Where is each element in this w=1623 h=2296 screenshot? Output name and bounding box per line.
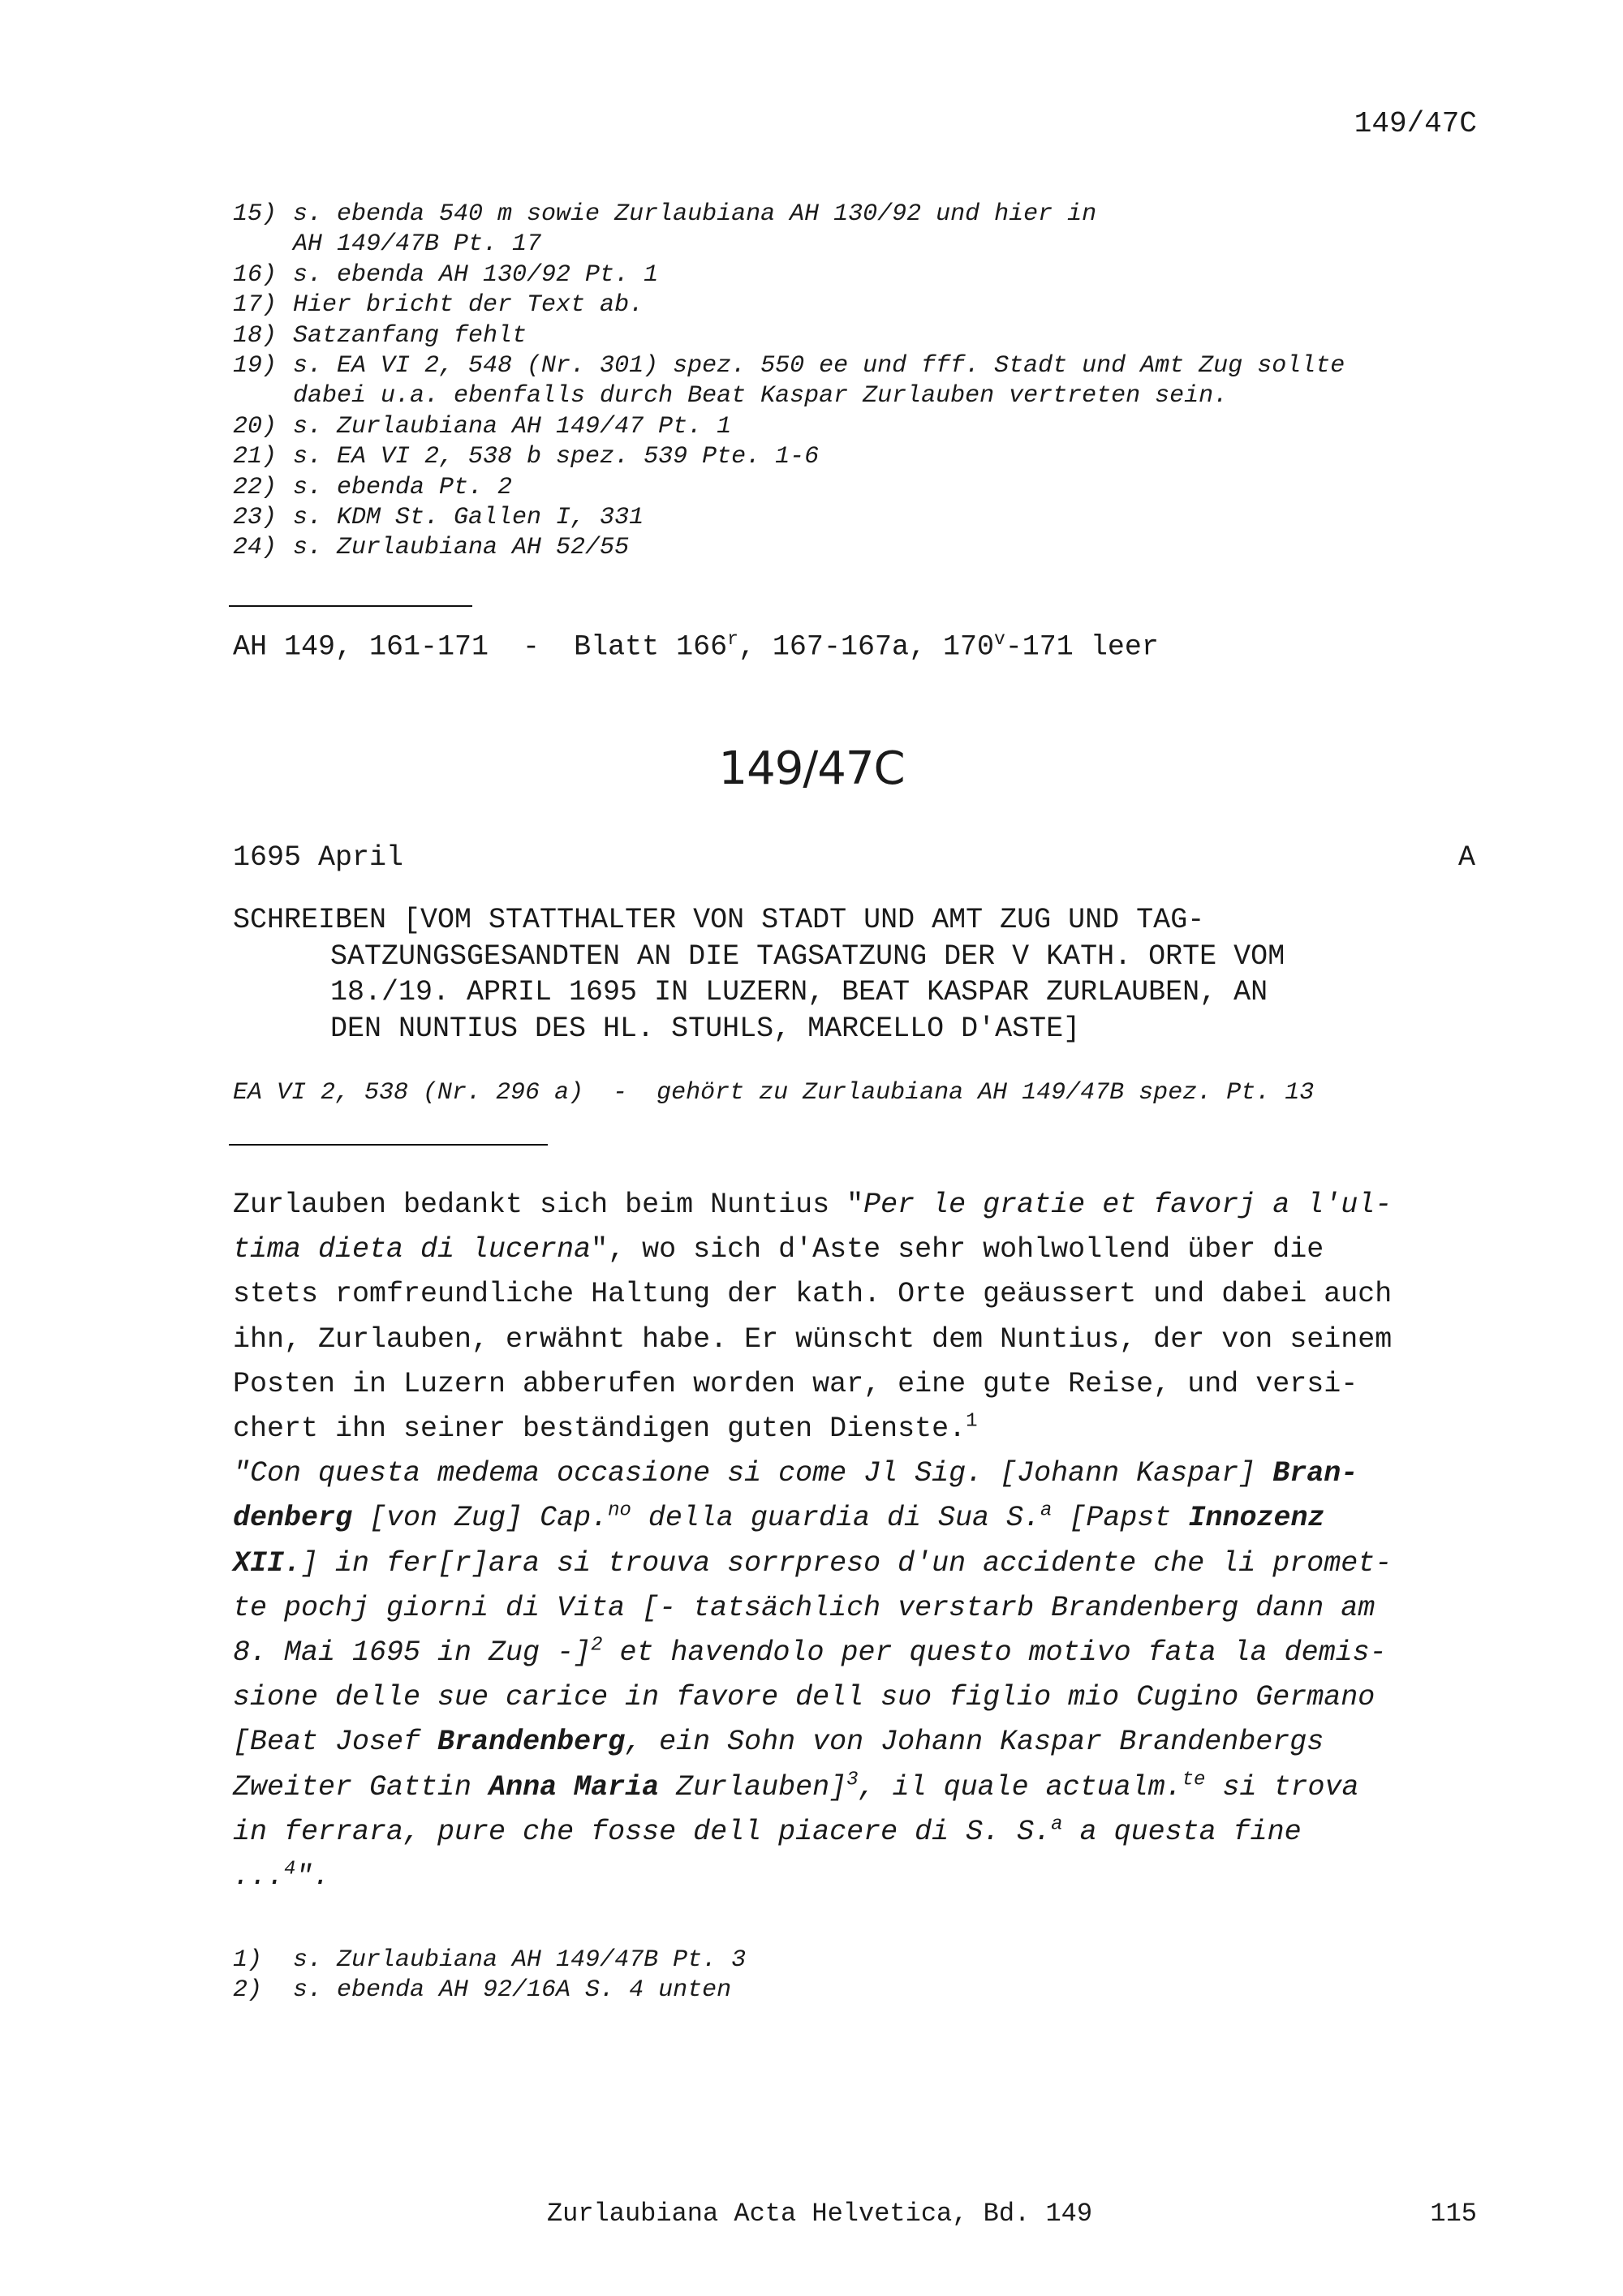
footnote bbox=[233, 533, 1499, 563]
footnote-line: s. Zurlaubiana AH 52/55 bbox=[293, 534, 630, 562]
footnote-ref: 3 bbox=[846, 1768, 859, 1791]
document-number-title: 149/47C bbox=[718, 742, 905, 795]
footnote-line: AH 149/47B Pt. 17 bbox=[293, 230, 542, 259]
body-line: XII.] in fer[r]ara si trouva sorrpreso d'un accidente che li promet- bbox=[233, 1546, 1393, 1580]
document-date: 1695 April bbox=[233, 841, 404, 874]
footnote-ref: 4 bbox=[284, 1858, 296, 1881]
body-line: denberg [von Zug] Cap.$^{no}$ della guardia di Sua S.$^a$ [Papst Innozenz bbox=[233, 1499, 1325, 1535]
footnote-number: 18) bbox=[233, 321, 278, 350]
body-line: in ferrara, pure che fosse dell piacere di S. S.$^a$ a questa fine bbox=[233, 1813, 1302, 1848]
document-heading bbox=[233, 902, 1483, 1047]
body-text bbox=[233, 1183, 1499, 1899]
footnote bbox=[233, 503, 1499, 533]
body-line: [Beat Josef Brandenberg, ein Sohn von Johann Kaspar Brandenbergs bbox=[233, 1726, 1324, 1759]
footnote-number: 22) bbox=[233, 473, 278, 501]
separator-rule bbox=[229, 1144, 548, 1146]
footnote-line: s. Zurlaubiana AH 149/47B Pt. 3 bbox=[293, 1946, 747, 1974]
footnotes-continued bbox=[233, 200, 1499, 564]
footnote-number: 24) bbox=[233, 534, 278, 562]
recto-mark: r bbox=[727, 629, 738, 650]
footnote-number: 2) bbox=[233, 1976, 263, 2005]
heading-line: SATZUNGSGESANDTEN AN DIE TAGSATZUNG DER V KATH. ORTE VOM bbox=[330, 939, 1285, 973]
footnote-line: s. EA VI 2, 538 b spez. 539 Pte. 1-6 bbox=[293, 443, 820, 471]
edition-reference: EA VI 2, 538 (Nr. 296 a) - gehört zu Zurlaubiana AH 149/47B spez. Pt. 13 bbox=[233, 1079, 1315, 1107]
footnote-line: s. KDM St. Gallen I, 331 bbox=[293, 504, 644, 532]
heading-line: DEN NUNTIUS DES HL. STUHLS, MARCELLO D'ASTE] bbox=[330, 1012, 1081, 1045]
footnote bbox=[233, 260, 1499, 290]
footnote-line: s. ebenda AH 92/16A S. 4 unten bbox=[293, 1976, 732, 2005]
footnote bbox=[233, 1976, 1499, 2006]
footnote-number: 15) bbox=[233, 200, 278, 228]
source-text: , 167-167a, 170 bbox=[738, 630, 994, 664]
verso-mark: v bbox=[993, 629, 1005, 650]
heading-line: SCHREIBEN [VOM STATTHALTER VON STADT UND AMT ZUG UND TAG- bbox=[233, 904, 1205, 936]
doc-number-header: 149/47C bbox=[1354, 107, 1477, 140]
footnote-line: s. EA VI 2, 548 (Nr. 301) spez. 550 ee und fff. Stadt und Amt Zug sollte bbox=[293, 352, 1345, 381]
name-bold: Anna Maria bbox=[489, 1770, 660, 1804]
footnote-line: s. ebenda Pt. 2 bbox=[293, 473, 513, 501]
footnote bbox=[233, 290, 1499, 320]
footnote-number: 1) bbox=[233, 1946, 263, 1974]
body-line: tima dieta di lucerna", wo sich d'Aste sehr wohlwollend über die bbox=[233, 1233, 1324, 1266]
body-line: ihn, Zurlauben, erwähnt habe. Er wünscht dem Nuntius, der von seinem bbox=[233, 1322, 1393, 1356]
body-line: Zweiter Gattin Anna Maria Zurlauben]$^3$, il quale actualm.$^{te}$ si trova bbox=[233, 1768, 1359, 1804]
name-bold: Innozenz bbox=[1188, 1502, 1325, 1535]
source-text: -171 leer bbox=[1005, 630, 1159, 664]
footnote bbox=[233, 412, 1499, 442]
body-line: te pochj giorni di Vita [- tatsächlich verstarb Brandenberg dann am bbox=[233, 1591, 1375, 1624]
footnotes bbox=[233, 1946, 1499, 2006]
footnote bbox=[233, 442, 1499, 472]
name-bold: XII. bbox=[233, 1546, 302, 1580]
footnote bbox=[233, 473, 1499, 503]
footnote-number: 19) bbox=[233, 352, 278, 381]
footnote-line: Satzanfang fehlt bbox=[293, 321, 527, 350]
body-line: ...$^4$". bbox=[233, 1858, 330, 1894]
body-line: stets romfreundliche Haltung der kath. Orte geäussert und dabei auch bbox=[233, 1278, 1393, 1311]
document-grade: A bbox=[1457, 841, 1475, 874]
footnote-line: Hier bricht der Text ab. bbox=[293, 291, 644, 320]
name-bold: Bran- bbox=[1272, 1457, 1358, 1490]
footnote-number: 17) bbox=[233, 291, 278, 320]
name-bold: Brandenberg bbox=[437, 1726, 626, 1759]
footer-title: Zurlaubiana Acta Helvetica, Bd. 149 bbox=[546, 2199, 1093, 2229]
footnote-line: dabei u.a. ebenfalls durch Beat Kaspar Zurlauben vertreten sein. bbox=[293, 382, 1229, 411]
body-line: chert ihn seiner beständigen guten Dienste.$^1$ bbox=[233, 1410, 978, 1446]
footnote bbox=[233, 321, 1499, 351]
body-line: "Con questa medema occasione si come Jl Sig. [Johann Kaspar] Bran- bbox=[233, 1457, 1358, 1490]
body-line: Posten in Luzern abberufen worden war, eine gute Reise, und versi- bbox=[233, 1367, 1358, 1400]
name-bold: denberg bbox=[233, 1502, 353, 1535]
footnote-line: s. ebenda 540 m sowie Zurlaubiana AH 130/92 und hier in bbox=[293, 200, 1097, 228]
footnote-line: s. Zurlaubiana AH 149/47 Pt. 1 bbox=[293, 412, 732, 441]
footnote-number: 16) bbox=[233, 260, 278, 289]
footnote-number: 20) bbox=[233, 412, 278, 441]
body-line: 8. Mai 1695 in Zug -]$^2$ et havendolo per questo motivo fata la demis- bbox=[233, 1634, 1387, 1670]
body-line: Zurlauben bedankt sich beim Nuntius "Per le gratie et favorj a l'ul- bbox=[233, 1189, 1393, 1221]
footnote-ref: 2 bbox=[591, 1634, 603, 1657]
body-line: sione delle sue carice in favore dell suo figlio mio Cugino Germano bbox=[233, 1681, 1375, 1714]
source-text: AH 149, 161-171 - Blatt 166 bbox=[233, 630, 728, 664]
footnote-number: 23) bbox=[233, 504, 278, 532]
page-number: 115 bbox=[1430, 2199, 1477, 2229]
source-reference bbox=[233, 629, 1159, 664]
footnote-ref: 1 bbox=[966, 1410, 978, 1433]
footnote bbox=[233, 351, 1499, 412]
separator-rule bbox=[229, 605, 472, 607]
footnote-number: 21) bbox=[233, 443, 278, 471]
heading-line: 18./19. APRIL 1695 IN LUZERN, BEAT KASPAR ZURLAUBEN, AN bbox=[330, 976, 1268, 1008]
footnote-line: s. ebenda AH 130/92 Pt. 1 bbox=[293, 260, 659, 289]
footnote bbox=[233, 1946, 1499, 1976]
footnote bbox=[233, 200, 1499, 260]
